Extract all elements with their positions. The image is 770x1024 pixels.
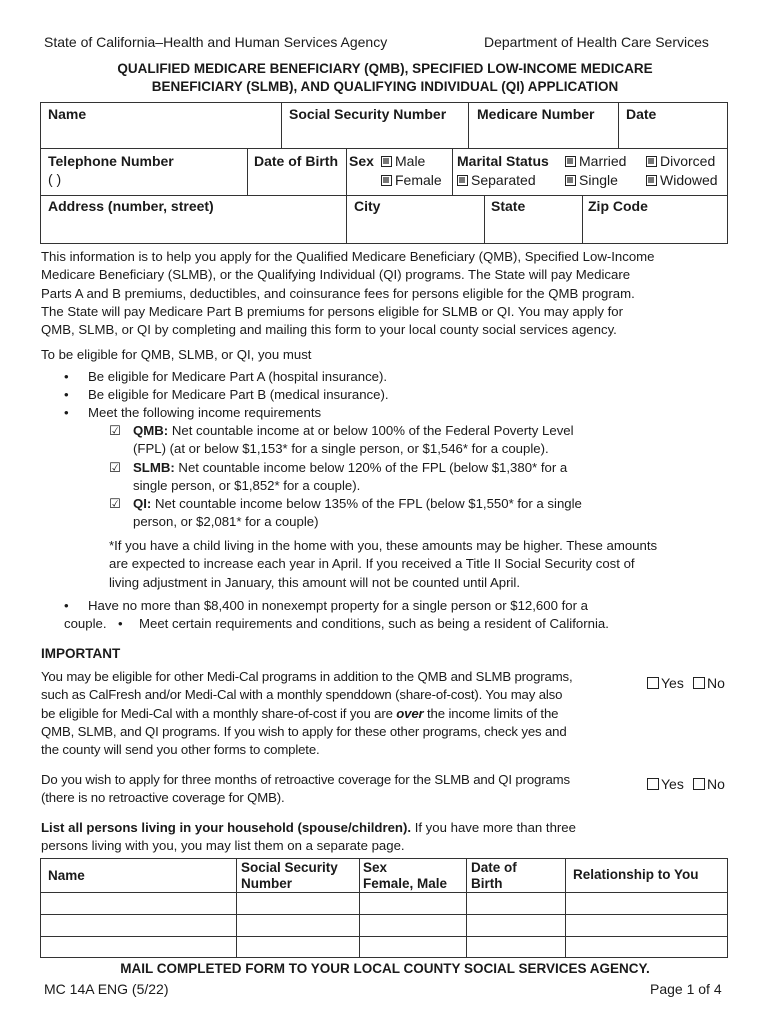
form-id: MC 14A ENG (5/22) xyxy=(44,981,169,997)
agency-name: State of California–Health and Human Services Agency xyxy=(44,34,388,50)
slmb-text: Net countable income below 120% of the FPL (below $1,380* for a xyxy=(174,460,568,475)
telephone-field[interactable]: Telephone Number xyxy=(48,153,174,169)
marital-status-label: Marital Status xyxy=(457,153,549,169)
eligibility-income: Meet the following income requirements xyxy=(88,405,322,420)
divorced-option[interactable] xyxy=(646,153,715,169)
emphasis-over: over xyxy=(396,705,424,721)
col-dob-header xyxy=(471,860,517,892)
single-label: Single xyxy=(579,172,618,188)
state-field[interactable]: State xyxy=(491,198,526,214)
no-label: No xyxy=(707,675,725,691)
female-label: Female xyxy=(395,172,442,188)
col-dob-line1: Date of xyxy=(471,860,517,875)
checkbox-icon[interactable] xyxy=(647,677,659,689)
check-icon: ☑ xyxy=(109,423,121,438)
form-title-line1: QUALIFIED MEDICARE BENEFICIARY (QMB), SPECIFIED LOW-INCOME MEDICARE xyxy=(117,61,653,76)
ssn-field[interactable]: Social Security Number xyxy=(289,106,447,122)
slmb-requirement xyxy=(133,459,567,496)
eligibility-residency: Meet certain requirements and conditions, such as being a resident of California. xyxy=(139,616,609,631)
separated-label: Separated xyxy=(471,172,536,188)
qi-requirement xyxy=(133,495,582,532)
checkbox-icon[interactable] xyxy=(381,156,392,167)
eligibility-property-cont: couple. xyxy=(64,616,107,631)
yes-label: Yes xyxy=(661,675,684,691)
important-line: such as CalFresh and/or Medi-Cal with a monthly spenddown (share-of-cost). You may also xyxy=(41,687,563,703)
household-instructions xyxy=(41,819,576,856)
important-paragraph xyxy=(41,668,573,759)
col-sex-line1: Sex xyxy=(363,860,388,875)
retro-line: Do you wish to apply for three months of retroactive coverage for the SLMB and QI programs xyxy=(41,772,570,787)
col-ssn-line2: Number xyxy=(241,876,293,891)
retroactive-no[interactable] xyxy=(693,775,725,793)
telephone-area-code: ( ) xyxy=(48,171,62,187)
bullet-icon: • xyxy=(64,405,69,420)
mail-instruction: MAIL COMPLETED FORM TO YOUR LOCAL COUNTY SOCIAL SERVICES AGENCY. xyxy=(120,961,650,976)
income-footnote xyxy=(109,537,657,592)
bullet-icon: • xyxy=(64,598,69,613)
address-field[interactable]: Address (number, street) xyxy=(48,198,214,214)
sex-label: Sex xyxy=(349,153,374,169)
col-sex-line2: Female, Male xyxy=(363,876,448,891)
household-table xyxy=(40,858,728,958)
bullet-icon: • xyxy=(118,616,123,631)
yes-label: Yes xyxy=(661,776,684,792)
married-option[interactable] xyxy=(565,153,626,169)
col-ssn-line1: Social Security xyxy=(241,860,338,875)
checkbox-icon[interactable] xyxy=(693,778,705,790)
applicant-info-box xyxy=(40,102,728,244)
footnote-line: *If you have a child living in the home with you, these amounts may be higher. These amounts xyxy=(109,538,658,553)
separated-option[interactable] xyxy=(457,172,536,188)
checkbox-icon[interactable] xyxy=(457,175,468,186)
qi-label: QI: xyxy=(133,496,152,511)
col-dob-line2: Birth xyxy=(471,876,503,891)
page-number: Page 1 of 4 xyxy=(650,981,722,997)
checkbox-icon[interactable] xyxy=(565,175,576,186)
important-line: the county will send you other forms to complete. xyxy=(41,742,320,758)
household-row-2-name[interactable] xyxy=(42,915,235,935)
qmb-text: Net countable income at or below 100% of the Federal Poverty Level xyxy=(168,423,574,438)
name-field[interactable]: Name xyxy=(48,106,87,122)
widowed-label: Widowed xyxy=(660,172,718,188)
checkbox-icon[interactable] xyxy=(693,677,705,689)
checkbox-icon[interactable] xyxy=(646,156,657,167)
single-option[interactable] xyxy=(565,172,618,188)
check-icon: ☑ xyxy=(109,460,121,475)
intro-line: Parts A and B premiums, deductibles, and coinsurance fees for persons eligible for the QMB program. xyxy=(41,285,635,301)
household-row-3-name[interactable] xyxy=(42,937,235,956)
col-name-header: Name xyxy=(48,868,85,883)
checkbox-icon[interactable] xyxy=(565,156,576,167)
eligibility-part-b: Be eligible for Medicare Part B (medical insurance). xyxy=(88,387,389,402)
other-programs-no[interactable] xyxy=(693,674,725,692)
sex-female-option[interactable] xyxy=(381,172,442,188)
no-label: No xyxy=(707,776,725,792)
other-programs-yes[interactable] xyxy=(647,674,684,692)
eligibility-property: Have no more than $8,400 in nonexempt property for a single person or $12,600 for a xyxy=(88,598,588,613)
divorced-label: Divorced xyxy=(660,153,716,169)
qmb-requirement xyxy=(133,422,574,459)
slmb-text-cont: single person, or $1,852* for a couple). xyxy=(133,478,361,494)
date-field[interactable]: Date xyxy=(626,106,657,122)
form-title xyxy=(40,60,730,96)
checkbox-icon[interactable] xyxy=(381,175,392,186)
eligibility-part-a: Be eligible for Medicare Part A (hospital insurance). xyxy=(88,369,388,384)
col-sex-header xyxy=(363,860,447,892)
important-line: the income limits of the xyxy=(423,705,559,721)
widowed-option[interactable] xyxy=(646,172,718,188)
qi-text-cont: person, or $2,081* for a couple) xyxy=(133,514,319,530)
check-icon: ☑ xyxy=(109,496,121,511)
footnote-line: living adjustment in January, this amount will not be counted until April. xyxy=(109,574,520,590)
checkbox-icon[interactable] xyxy=(647,778,659,790)
bullet-icon: • xyxy=(64,369,69,384)
qmb-text-cont: (FPL) (at or below $1,153* for a single person, or $1,546* for a couple). xyxy=(133,441,549,457)
qi-text: Net countable income below 135% of the FPL (below $1,550* for a single xyxy=(151,496,582,511)
dob-field[interactable]: Date of Birth xyxy=(254,153,338,169)
intro-line: QMB, SLMB, or QI by completing and mailing this form to your local county social services agency. xyxy=(41,322,617,338)
bullet-icon: • xyxy=(64,387,69,402)
intro-line: This information is to help you apply for the Qualified Medicare Beneficiary (QMB), Specified Low-Income xyxy=(41,249,655,264)
city-field[interactable]: City xyxy=(354,198,381,214)
retroactive-question xyxy=(41,771,570,808)
col-ssn-header xyxy=(241,860,338,892)
retroactive-yes[interactable] xyxy=(647,775,684,793)
form-title-line2: BENEFICIARY (SLMB), AND QUALIFYING INDIVIDUAL (QI) APPLICATION xyxy=(151,79,619,94)
household-lead-bold: List all persons living in your household (spouse/children). xyxy=(41,820,412,835)
zip-field[interactable]: Zip Code xyxy=(588,198,648,214)
qmb-label: QMB: xyxy=(133,423,169,438)
married-label: Married xyxy=(579,153,627,169)
department-name: Department of Health Care Services xyxy=(484,34,709,50)
intro-paragraph xyxy=(41,248,655,339)
retro-line: (there is no retroactive coverage for QMB). xyxy=(41,790,285,806)
important-line: You may be eligible for other Medi-Cal programs in addition to the QMB and SLMB programs, xyxy=(41,669,573,684)
important-line: be eligible for Medi-Cal with a monthly share-of-cost if you are xyxy=(41,705,397,721)
important-heading: IMPORTANT xyxy=(41,646,121,661)
household-lead: If you have more than three xyxy=(411,820,576,835)
household-row-1-name[interactable] xyxy=(42,893,235,913)
checkbox-icon[interactable] xyxy=(646,175,657,186)
important-line: QMB, SLMB, and QI programs. If you wish to apply for these other programs, check yes and xyxy=(41,723,567,739)
sex-male-option[interactable] xyxy=(381,153,425,169)
footnote-line: are expected to increase each year in April. If you received a Title II Social Security cost of xyxy=(109,556,635,572)
slmb-label: SLMB: xyxy=(133,460,175,475)
col-relationship-header: Relationship to You xyxy=(573,867,699,882)
intro-line: The State will pay Medicare Part B premiums for persons eligible for SLMB or QI. You may apply for xyxy=(41,303,623,319)
medicare-number-field[interactable]: Medicare Number xyxy=(477,106,595,122)
intro-line: Medicare Beneficiary (SLMB), or the Qualifying Individual (QI) programs. The State will pay Medicare xyxy=(41,267,631,283)
household-lead-cont: persons living with you, you may list them on a separate page. xyxy=(41,838,405,854)
eligibility-lead: To be eligible for QMB, SLMB, or QI, you must xyxy=(41,347,312,362)
male-label: Male xyxy=(395,153,426,169)
